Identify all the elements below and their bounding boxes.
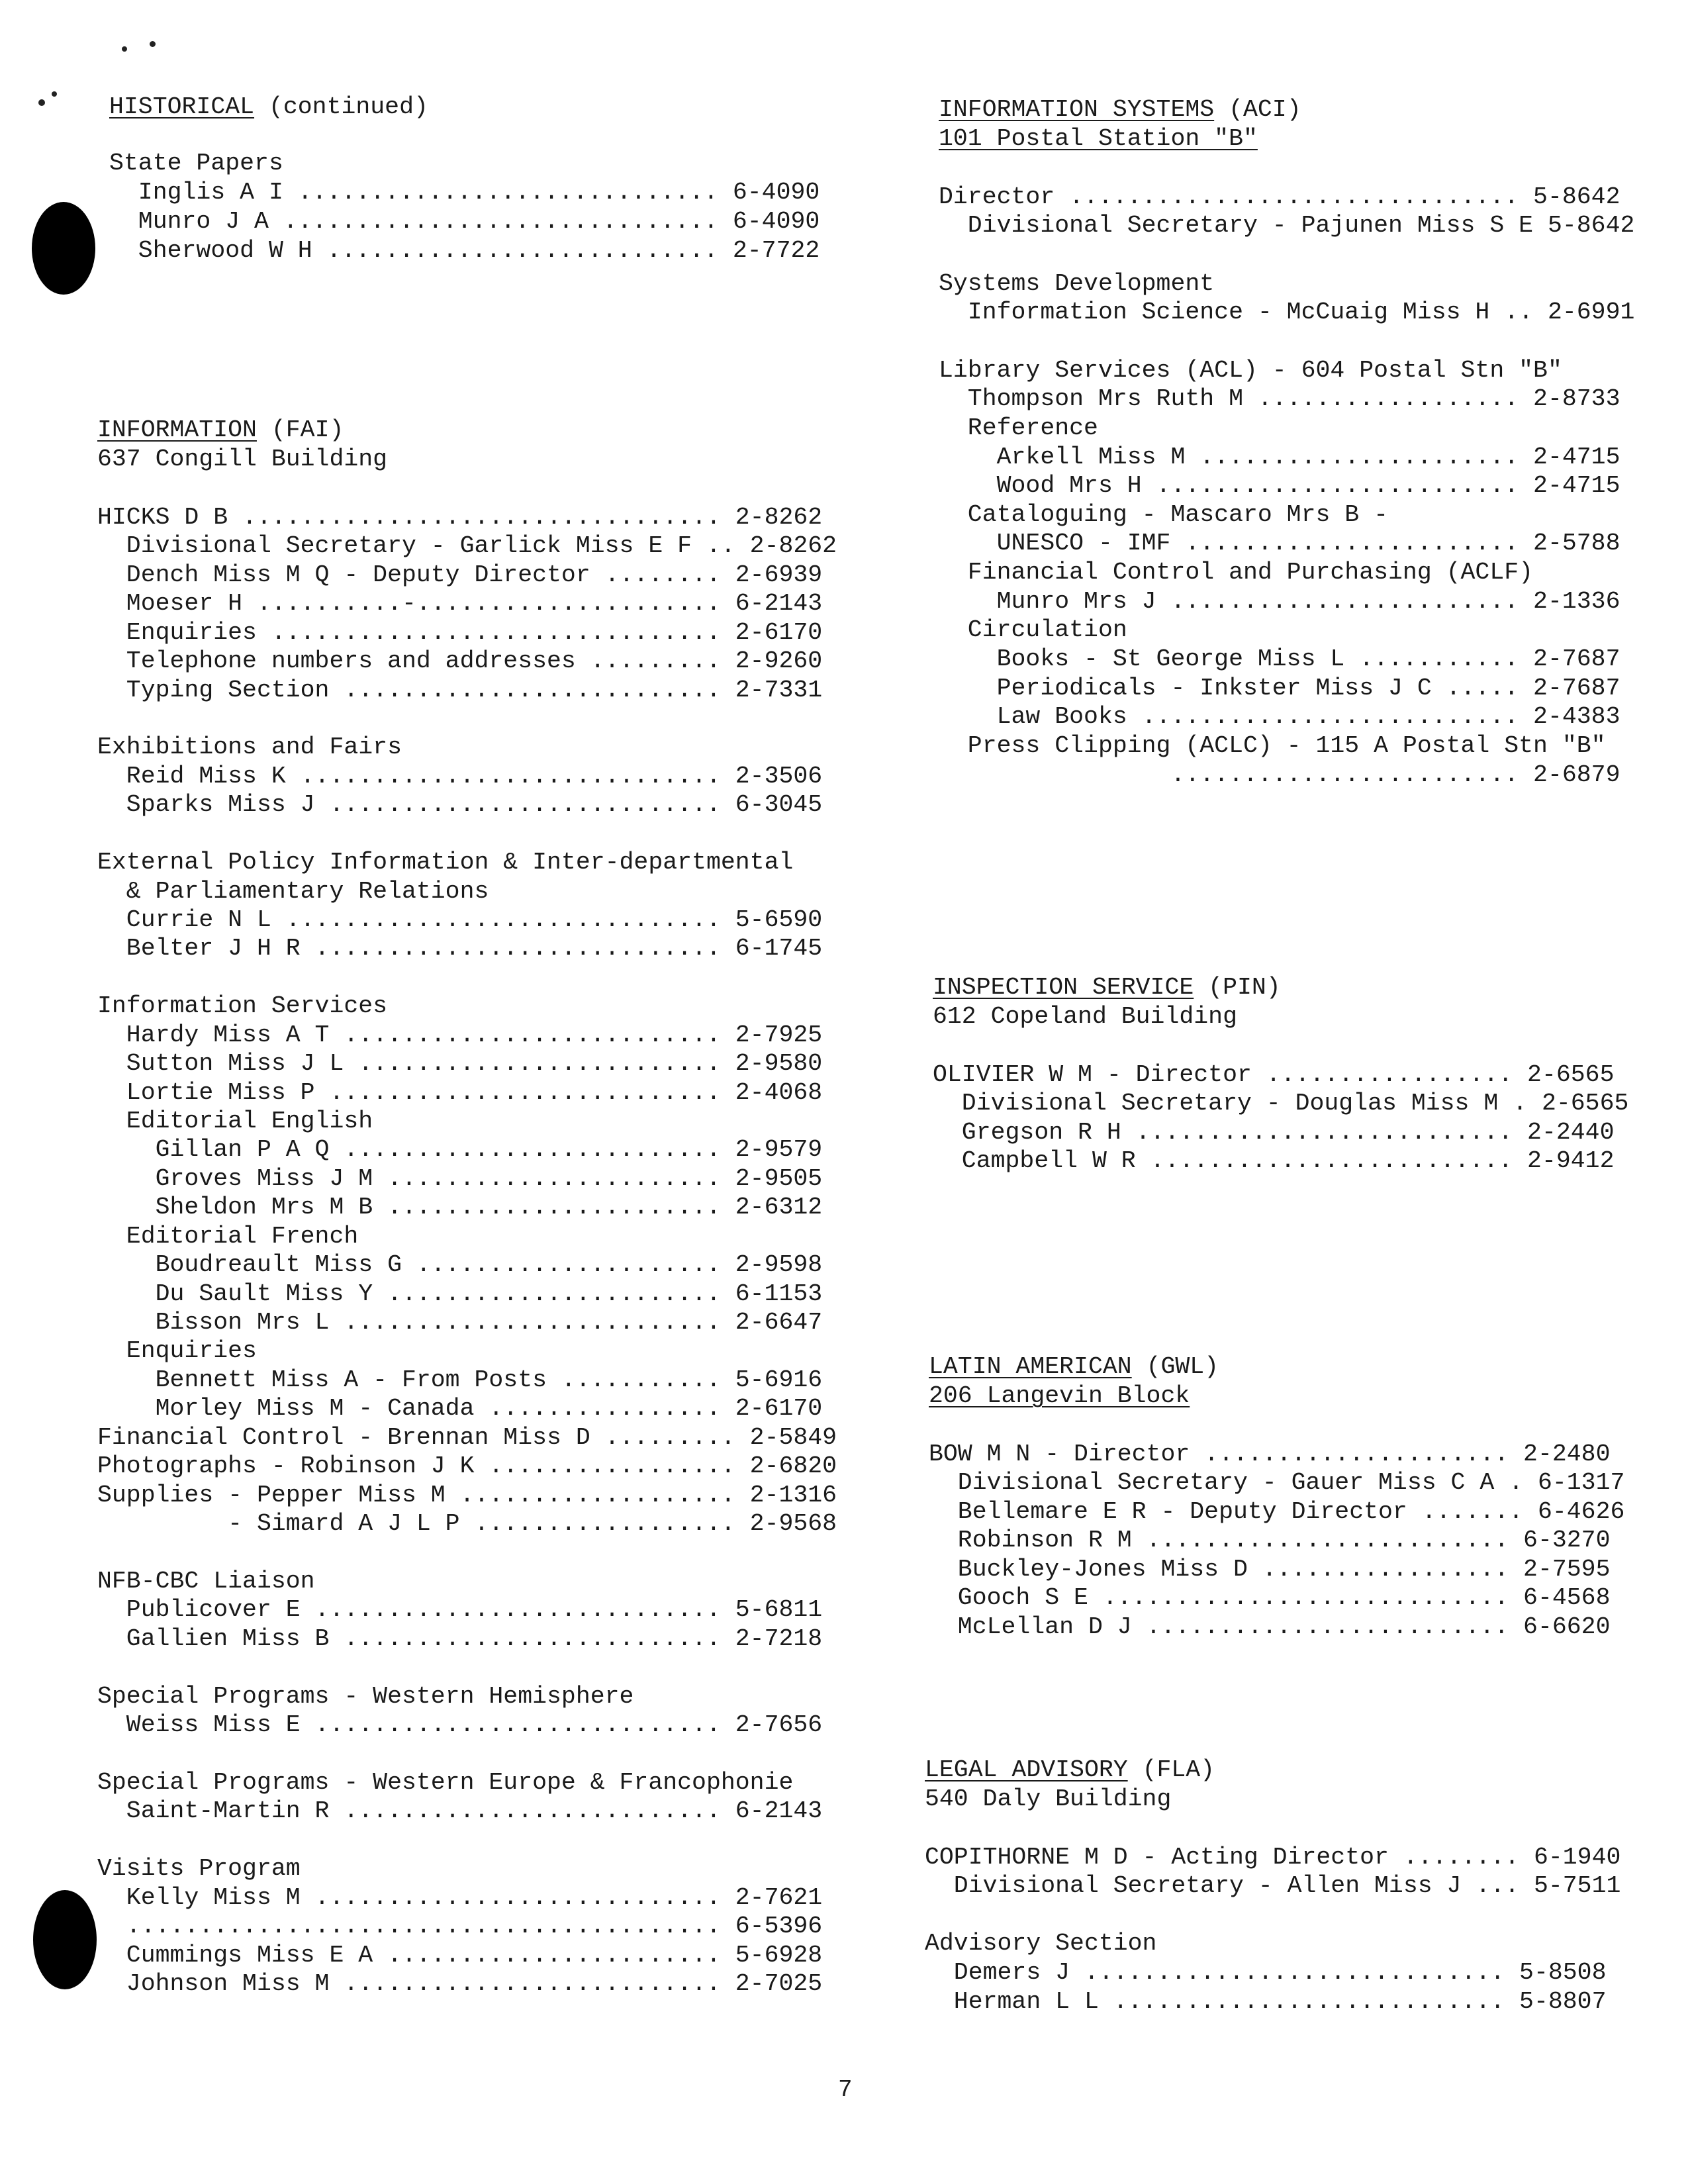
directory-entry: Currie N L .............................. 5-6590 xyxy=(97,906,823,934)
heading-suffix: (PIN) xyxy=(1208,974,1281,1001)
directory-entry: Gillan P A Q .......................... 2-9579 xyxy=(97,1136,823,1164)
heading-suffix: (continued) xyxy=(268,93,428,120)
directory-entry: Morley Miss M - Canada ................ 2-6170 xyxy=(97,1395,823,1423)
directory-entry: Munro J A .............................. 6-4090 xyxy=(109,207,820,235)
heading-suffix: (GWL) xyxy=(1146,1353,1219,1380)
directory-entry: Campbell W R ......................... 2-9412 xyxy=(933,1147,1615,1175)
directory-entry: UNESCO - IMF ....................... 2-5788 xyxy=(939,530,1620,557)
heading-suffix: (FAI) xyxy=(271,416,344,444)
directory-entry: Special Programs - Western Hemisphere xyxy=(97,1682,634,1710)
directory-entry: Advisory Section xyxy=(925,1930,1157,1958)
directory-entry: Divisional Secretary - Gauer Miss C A . 6-1317 xyxy=(929,1469,1625,1496)
section-heading-historical xyxy=(109,93,428,122)
heading-suffix: (ACI) xyxy=(1229,96,1301,123)
directory-entry: Sherwood W H ........................... 2-7722 xyxy=(109,236,820,264)
directory-entry: & Parliamentary Relations xyxy=(97,877,489,905)
section-address: 612 Copeland Building xyxy=(933,1003,1237,1030)
heading-text: HISTORICAL xyxy=(109,93,255,120)
directory-entry: Information Services xyxy=(97,992,388,1020)
directory-entry: Reference xyxy=(939,414,1098,442)
binder-hole-top xyxy=(32,202,95,295)
directory-entry: Belter J H R ............................ 6-1745 xyxy=(97,935,823,963)
directory-entry: Books - St George Miss L ........... 2-7687 xyxy=(939,645,1620,673)
directory-entry: Demers J ............................. 5-8508 xyxy=(925,1959,1607,1986)
directory-entry: Wood Mrs H ......................... 2-4715 xyxy=(939,472,1620,500)
directory-entry: Saint-Martin R .......................... 6-2143 xyxy=(97,1797,823,1825)
directory-entry: Inglis A I ............................. 6-4090 xyxy=(109,178,820,206)
directory-entry: Divisional Secretary - Douglas Miss M . 2-6565 xyxy=(933,1090,1629,1117)
directory-entry: Visits Program xyxy=(97,1855,301,1883)
directory-entry: Lortie Miss P ........................... 2-4068 xyxy=(97,1078,823,1106)
directory-entry: Information Science - McCuaig Miss H .. 2-6991 xyxy=(939,299,1635,326)
directory-entry: Herman L L ........................... 5-8807 xyxy=(925,1987,1607,2015)
directory-entry: ......................................... 6-5396 xyxy=(97,1913,823,1940)
heading-suffix: (FLA) xyxy=(1142,1756,1215,1783)
directory-entry: Hardy Miss A T .......................... 2-7925 xyxy=(97,1021,823,1049)
directory-entry: Bellemare E R - Deputy Director ....... 6-4626 xyxy=(929,1497,1625,1525)
directory-entry: Kelly Miss M ............................ 2-7621 xyxy=(97,1883,823,1911)
directory-entry: Gregson R H .......................... 2-2440 xyxy=(933,1118,1615,1146)
heading-text: INFORMATION xyxy=(97,416,257,444)
directory-entry: Weiss Miss E ............................ 2-7656 xyxy=(97,1711,823,1739)
directory-entry: - Simard A J L P .................. 2-9568 xyxy=(97,1510,837,1538)
speck xyxy=(150,41,156,47)
directory-entry: Exhibitions and Fairs xyxy=(97,734,402,761)
heading-text: INSPECTION SERVICE xyxy=(933,974,1194,1001)
directory-entry: Enquiries xyxy=(97,1337,257,1365)
directory-entry: Sutton Miss J L ......................... 2-9580 xyxy=(97,1050,823,1078)
directory-entry: Sparks Miss J ........................... 6-3045 xyxy=(97,791,823,819)
directory-entry: Johnson Miss M .......................... 2-7025 xyxy=(97,1970,823,1997)
directory-entry: Robinson R M ......................... 6-3270 xyxy=(929,1527,1611,1554)
directory-entry: Divisional Secretary - Pajunen Miss S E 5-8642 xyxy=(939,212,1635,240)
binder-hole-bottom xyxy=(33,1890,97,1989)
directory-entry: Divisional Secretary - Allen Miss J ... 5-7511 xyxy=(925,1872,1621,1900)
directory-entry: BOW M N - Director ..................... 2-2480 xyxy=(929,1440,1611,1468)
speck xyxy=(38,99,45,106)
directory-entry: Gooch S E ............................ 6-4568 xyxy=(929,1584,1611,1611)
directory-entry: State Papers xyxy=(109,150,283,177)
directory-entry: Director ............................... 5-8642 xyxy=(939,183,1620,211)
directory-entry: Moeser H ..........-..................... 6-2143 xyxy=(97,590,823,618)
directory-entry: Reid Miss K ............................. 2-3506 xyxy=(97,762,823,790)
heading-text: INFORMATION SYSTEMS xyxy=(939,96,1215,123)
directory-entry: Gallien Miss B .......................... 2-7218 xyxy=(97,1625,823,1652)
directory-entry: Publicover E ............................ 5-6811 xyxy=(97,1596,823,1624)
directory-entry: Thompson Mrs Ruth M .................. 2-8733 xyxy=(939,385,1620,413)
directory-entry: Cataloguing - Mascaro Mrs B - xyxy=(939,500,1389,528)
directory-entry: McLellan D J ......................... 6-6620 xyxy=(929,1613,1611,1640)
directory-entry: Financial Control and Purchasing (ACLF) xyxy=(939,559,1534,587)
directory-entry: Systems Development xyxy=(939,269,1215,297)
directory-entry: Financial Control - Brennan Miss D ......... 2-5849 xyxy=(97,1423,837,1451)
directory-entry: Typing Section .......................... 2-7331 xyxy=(97,676,823,704)
speck xyxy=(122,46,127,52)
directory-entry: Telephone numbers and addresses ......... 2-9260 xyxy=(97,647,823,675)
section-address: 540 Daly Building xyxy=(925,1785,1172,1813)
directory-entry: HICKS D B ................................. 2-8262 xyxy=(97,504,823,531)
directory-entry: NFB-CBC Liaison xyxy=(97,1567,315,1595)
directory-entry: Law Books .......................... 2-4383 xyxy=(939,703,1620,731)
section-heading-information-systems xyxy=(939,95,1301,124)
directory-entry: Dench Miss M Q - Deputy Director ........ 2-6939 xyxy=(97,561,823,589)
directory-entry: COPITHORNE M D - Acting Director ........ 6-1940 xyxy=(925,1843,1621,1871)
section-address: 101 Postal Station "B" xyxy=(939,125,1258,152)
directory-entry: Periodicals - Inkster Miss J C ..... 2-7687 xyxy=(939,674,1620,702)
directory-entry: Divisional Secretary - Garlick Miss E F .. 2-8262 xyxy=(97,532,837,560)
directory-entry: Arkell Miss M ...................... 2-4715 xyxy=(939,443,1620,471)
section-heading-information xyxy=(97,416,344,445)
directory-entry: Supplies - Pepper Miss M ................... 2-1316 xyxy=(97,1481,837,1509)
speck xyxy=(52,91,57,97)
section-heading-inspection-service xyxy=(933,973,1281,1002)
directory-entry: Editorial English xyxy=(97,1108,373,1135)
heading-text: LATIN AMERICAN xyxy=(929,1353,1132,1380)
directory-entry: Groves Miss J M ....................... 2-9505 xyxy=(97,1164,823,1192)
directory-entry: External Policy Information & Inter-departmental xyxy=(97,849,794,877)
section-heading-legal-advisory xyxy=(925,1756,1215,1785)
heading-text: LEGAL ADVISORY xyxy=(925,1756,1128,1783)
directory-entry: Munro Mrs J ........................ 2-1336 xyxy=(939,587,1620,615)
directory-entry: Special Programs - Western Europe & Francophonie xyxy=(97,1768,794,1796)
directory-entry: Boudreault Miss G ..................... 2-9598 xyxy=(97,1251,823,1279)
directory-entry: ........................ 2-6879 xyxy=(939,761,1620,788)
directory-entry: Enquiries ............................... 2-6170 xyxy=(97,618,823,646)
section-address: 206 Langevin Block xyxy=(929,1382,1190,1409)
section-heading-latin-american xyxy=(929,1353,1219,1382)
directory-entry: OLIVIER W M - Director ................. 2-6565 xyxy=(933,1061,1615,1088)
directory-entry: Buckley-Jones Miss D ................. 2-7595 xyxy=(929,1555,1611,1583)
page-number: 7 xyxy=(838,2076,853,2103)
section-address: 637 Congill Building xyxy=(97,446,388,473)
directory-entry: Photographs - Robinson J K ................. 2-6820 xyxy=(97,1452,837,1480)
directory-entry: Sheldon Mrs M B ....................... 2-6312 xyxy=(97,1194,823,1221)
directory-entry: Library Services (ACL) - 604 Postal Stn "B" xyxy=(939,356,1562,384)
directory-entry: Bennett Miss A - From Posts ........... 5-6916 xyxy=(97,1366,823,1394)
directory-entry: Circulation xyxy=(939,616,1127,644)
directory-entry: Bisson Mrs L .......................... 2-6647 xyxy=(97,1309,823,1337)
directory-entry: Press Clipping (ACLC) - 115 A Postal Stn "B" xyxy=(939,732,1606,759)
directory-entry: Cummings Miss E A ....................... 5-6928 xyxy=(97,1941,823,1969)
directory-entry: Editorial French xyxy=(97,1222,359,1250)
directory-entry: Du Sault Miss Y ....................... 6-1153 xyxy=(97,1280,823,1307)
